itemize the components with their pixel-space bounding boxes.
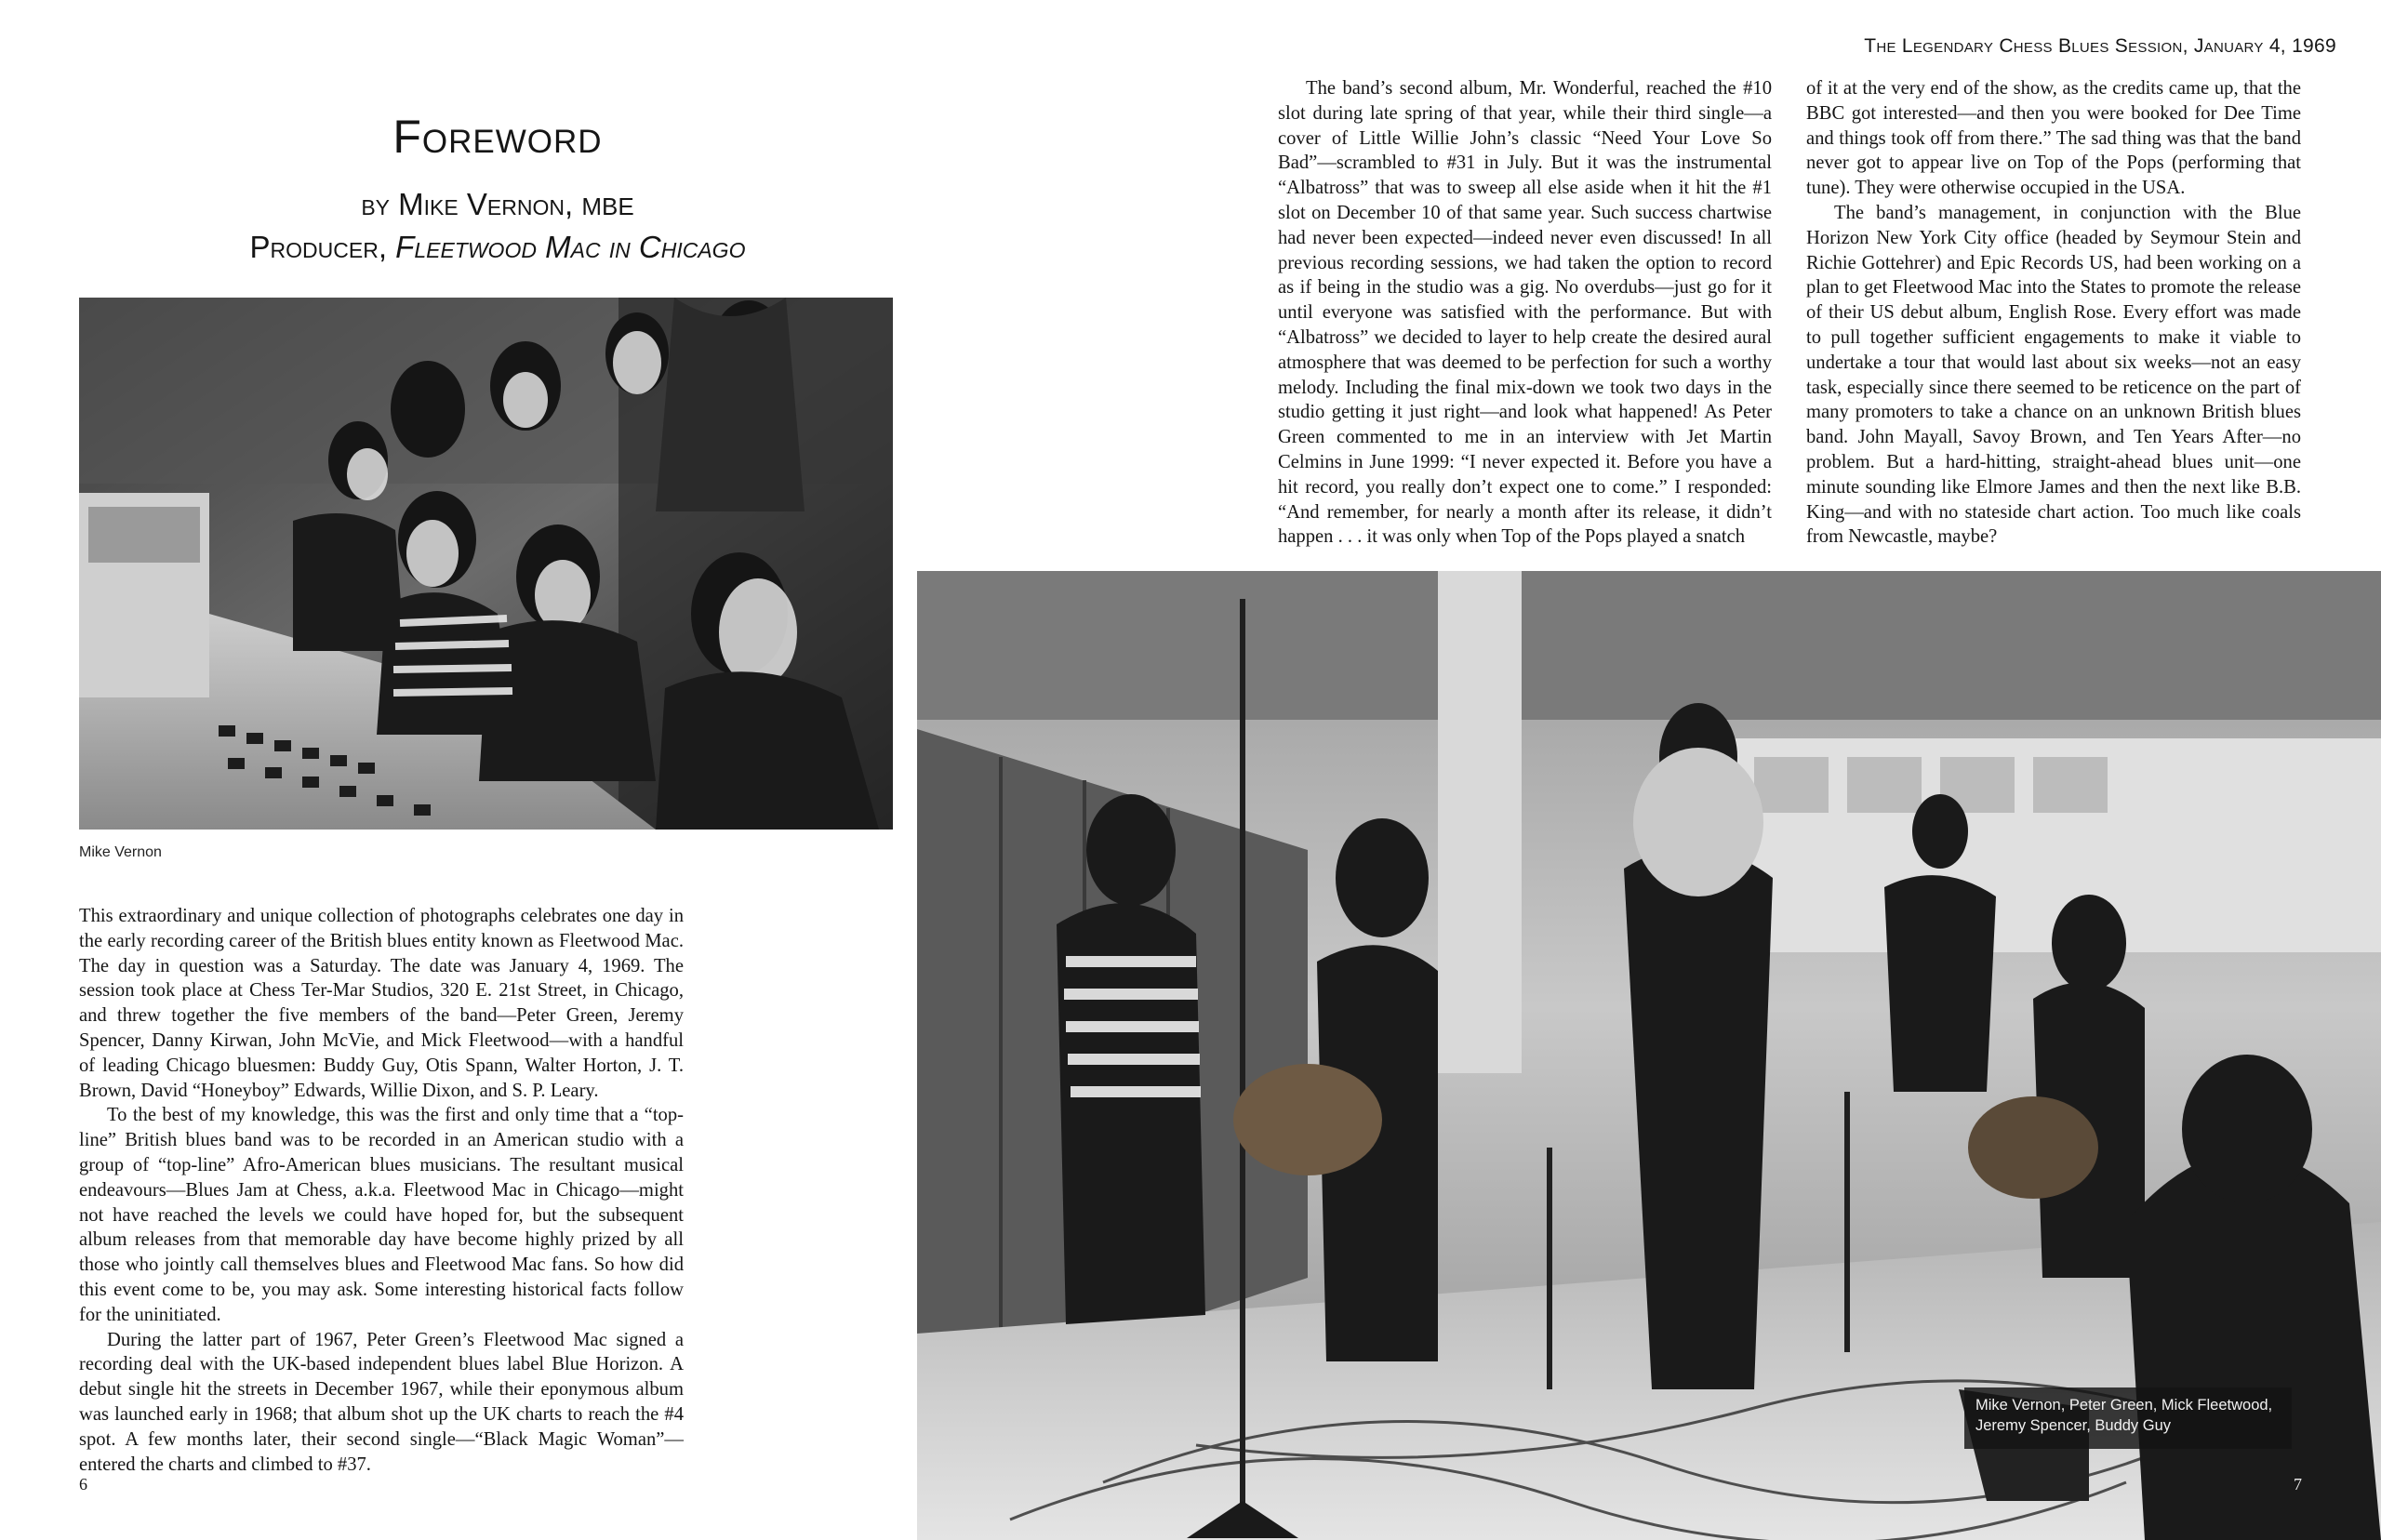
paragraph: During the latter part of 1967, Peter Green’s Fleetwood Mac signed a recording deal with the UK-based independent blues label Blue Horizon. A debut single hit the streets in December 1967, while their eponymous album was launched early in 1968; that album shot up the UK charts to reach the #4 spot. A few months later, their second single—“Black Magic Woman”—entered the charts and climbed to #37.	[79, 1329, 684, 1475]
body-text-left	[79, 904, 684, 1477]
byline-role-line	[79, 227, 916, 267]
running-head: The Legendary Chess Blues Session, January 4, 1969	[1864, 35, 2336, 57]
byline-author: by Mike Vernon,	[361, 187, 574, 221]
page-number-right: 7	[2294, 1475, 2302, 1494]
paragraph: This extraordinary and unique collection of photographs celebrates one day in the early recording career of the British blues entity known as Fleetwood Mac. The day in question was a Saturday. The date was January 4, 1969. The session took place at Chess Ter-Mar Studios, 320 E. 21st Street, in Chicago, and threw together the five members of the band—Peter Green, Jeremy Spencer, Danny Kirwan, John McVie, and Mick Fleetwood—with a handful of leading Chicago bluesmen: Buddy Guy, Otis Spann, Walter Horton, J. T. Brown, David “Honeyboy” Edwards, Willie Dixon, and S. P. Leary.	[79, 906, 684, 1101]
byline-honor: MBE	[581, 192, 634, 220]
paragraph-continuation: of it at the very end of the show, as the credits came up, that the BBC got interested—and then you were booked for Dee Time and things took off from there.” The sad thing was that the band never got to appear live on Top of the Pops (performing that tune). They were otherwise occupied in the USA.	[1806, 78, 2301, 199]
body-column-2	[1806, 76, 2301, 550]
photo-caption: Mike Vernon	[79, 844, 162, 860]
byline-role: Producer,	[249, 230, 387, 264]
paragraph: The band’s second album, Mr. Wonderful, reached the #10 slot during late spring of that year, while their third single—a cover of Little Willie John’s classic “Need Your Love So Bad”—scrambled to #31 in July. But it was the instrumental “Albatross” that was to sweep all else aside when it hit the #1 slot on December 10 of that same year. Such success chartwise had never been expected—indeed never even discussed! In all previous recording sessions, we had taken the option to record as if being in the studio was a gig. No overdubs—just go for it until everyone was satisfied with the performance. But with “Albatross” we decided to layer to help create the desired aural atmosphere that was deemed to be perfection for such a worthy melody. Including the final mix-down we took two days in the studio getting it just right—and look what happened! As Peter Green commented to me in an interview with Jet Martin Celmins in June 1999: “I never expected it. Before you have a hit record, you really don’t expect one to come.” I responded: “And remember, for nearly a month after its release, it didn’t happen . . . it was only when Top of the Pops played a snatch	[1278, 78, 1772, 548]
paragraph: The band’s management, in conjunction with the Blue Horizon New York City office (headed by Seymour Stein and Richie Gottehrer) and Epic Records US, had been working on a plan to get Fleetwood Mac into the States to promote the release of their US debut album, English Rose. Every effort was made to pull together sufficient engagements to make it viable to undertake a tour that would last about six weeks—not an easy task, especially since there seemed to be reticence on the part of many promoters to take a chance on an unknown British blues band. John Mayall, Savoy Brown, and Ten Years After—no problem. But a hard-hitting, straight-ahead blues unit—one minute sounding like Elmore James and then the next like B.B. King—and with no stateside chart action. Too much like coals from Newcastle, maybe?	[1806, 202, 2301, 548]
chapter-title: Foreword	[392, 111, 603, 163]
paragraph: To the best of my knowledge, this was the first and only time that a “top-line” British blues band was to be recorded in an American studio with a group of “top-line” Afro-American blues musicians. The resultant musical endeavours—Blues Jam at Chess, a.k.a. Fleetwood Mac in Chicago—might not have reached the levels we could have hoped for, but the subsequent album releases from that memorable day have become highly prized by all those who jointly call themselves blues and Fleetwood Mac fans. So how did this event come to be, you may ask. Some interesting historical facts follow for the uninitiated.	[79, 1105, 684, 1325]
page-number-left: 6	[79, 1475, 87, 1494]
byline-author-line	[79, 184, 916, 227]
byline-album: Fleetwood Mac in Chicago	[395, 230, 746, 264]
byline	[79, 184, 916, 267]
control-room-photo	[79, 298, 893, 830]
body-column-1	[1278, 76, 1772, 550]
photo-caption-overlay: Mike Vernon, Peter Green, Mick Fleetwood, Jeremy Spencer, Buddy Guy	[1964, 1387, 2292, 1449]
